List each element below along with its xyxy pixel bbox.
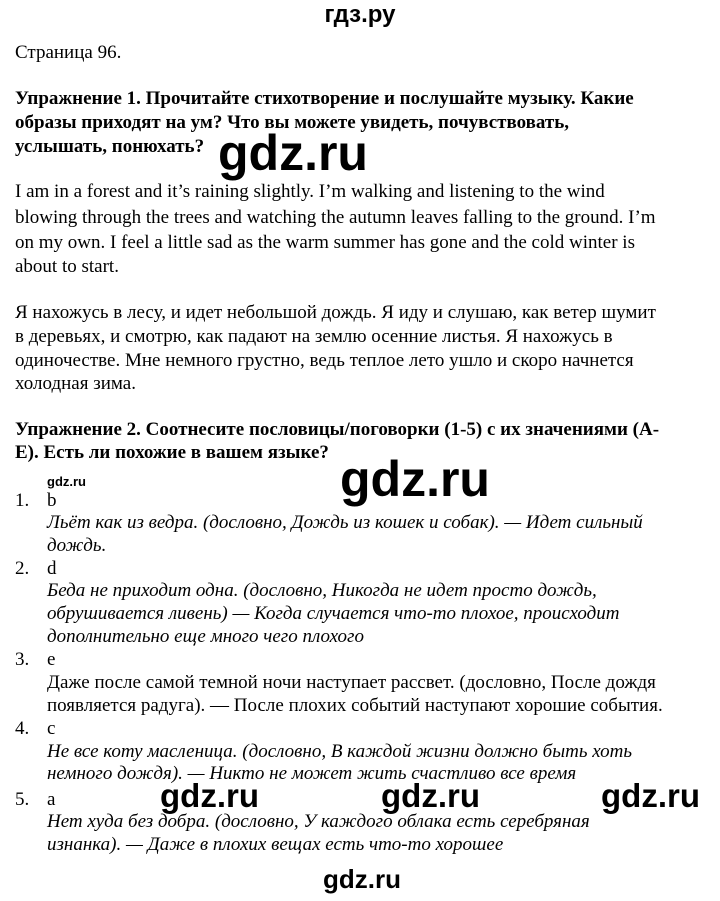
- answer-text-line: обрушивается ливень) — Когда случается что-то плохое, происходит: [47, 603, 620, 624]
- english-text-line: about to start.: [15, 256, 119, 277]
- answer-text-line: Не все коту масленица. (дословно, В каждой жизни должно быть хоть: [47, 741, 633, 762]
- answer-text-line: изнанка). — Даже в плохих вещах есть что-то хорошее: [47, 834, 504, 855]
- answer-text-line: дополнительно еще много чего плохого: [47, 626, 364, 647]
- answer-text-line: немного дождя). — Никто не может жить счастливо все время: [47, 763, 577, 784]
- exercise2-title-line: Е). Есть ли похожие в вашем языке?: [15, 442, 329, 463]
- answer-letter: a: [47, 789, 56, 810]
- answer-number: 5.: [15, 789, 30, 810]
- answer-text-line: дождь.: [47, 535, 107, 556]
- exercise1-title-line: образы приходят на ум? Что вы можете увидеть, почувствовать,: [15, 112, 570, 133]
- answer-number: 3.: [15, 649, 30, 670]
- answer-number: 4.: [15, 718, 30, 739]
- exercise1-title-line: услышать, понюхать?: [15, 136, 205, 157]
- exercise1-title-line: Упражнение 1. Прочитайте стихотворение и послушайте музыку. Какие: [15, 88, 634, 109]
- page-label: Страница 96.: [15, 42, 122, 63]
- english-text-line: I am in a forest and it’s raining slightly. I’m walking and listening to the wind: [15, 181, 605, 202]
- answer-number: 2.: [15, 558, 30, 579]
- watermark-logo: gdz.ru: [218, 125, 368, 181]
- answer-letter: b: [47, 490, 57, 511]
- russian-text-line: одиночестве. Мне немного грустно, ведь теплое лето ушло и скоро начнется: [15, 350, 634, 371]
- english-text-line: on my own. I feel a little sad as the warm summer has gone and the cold winter is: [15, 232, 635, 253]
- russian-text-line: холодная зима.: [15, 373, 136, 394]
- answer-letter: d: [47, 558, 57, 579]
- answer-text-line: Даже после самой темной ночи наступает рассвет. (дословно, После дождя: [47, 672, 656, 693]
- russian-text-line: Я нахожусь в лесу, и идет небольшой дождь. Я иду и слушаю, как ветер шумит: [15, 302, 656, 323]
- watermark-logo: gdz.ru: [601, 777, 700, 814]
- exercise2-title-line: Упражнение 2. Соотнесите пословицы/поговорки (1-5) с их значениями (А-: [15, 419, 660, 440]
- footer-watermark-logo: gdz.ru: [323, 864, 401, 894]
- watermark-logo: gdz.ru: [47, 474, 86, 489]
- answer-text-line: появляется радуга). — После плохих событий наступают хорошие события.: [47, 695, 663, 716]
- answer-text-line: Беда не приходит одна. (дословно, Никогда не идет просто дождь,: [47, 580, 597, 601]
- watermark-logo: gdz.ru: [381, 777, 480, 814]
- english-text-line: blowing through the trees and watching the autumn leaves falling to the ground. I’m: [15, 207, 656, 228]
- answer-text-line: Нет худа без добра. (дословно, У каждого облака есть серебряная: [47, 811, 590, 832]
- site-header-logo[interactable]: гдз.ру: [324, 1, 396, 28]
- russian-text-line: в деревьях, и смотрю, как падают на землю осенние листья. Я нахожусь в: [15, 326, 613, 347]
- answer-number: 1.: [15, 490, 30, 511]
- answer-letter: e: [47, 649, 56, 670]
- answer-letter: c: [47, 718, 56, 739]
- watermark-logo: gdz.ru: [340, 451, 490, 507]
- watermark-logo: gdz.ru: [160, 777, 259, 814]
- answer-text-line: Льёт как из ведра. (дословно, Дождь из кошек и собак). — Идет сильный: [47, 512, 643, 533]
